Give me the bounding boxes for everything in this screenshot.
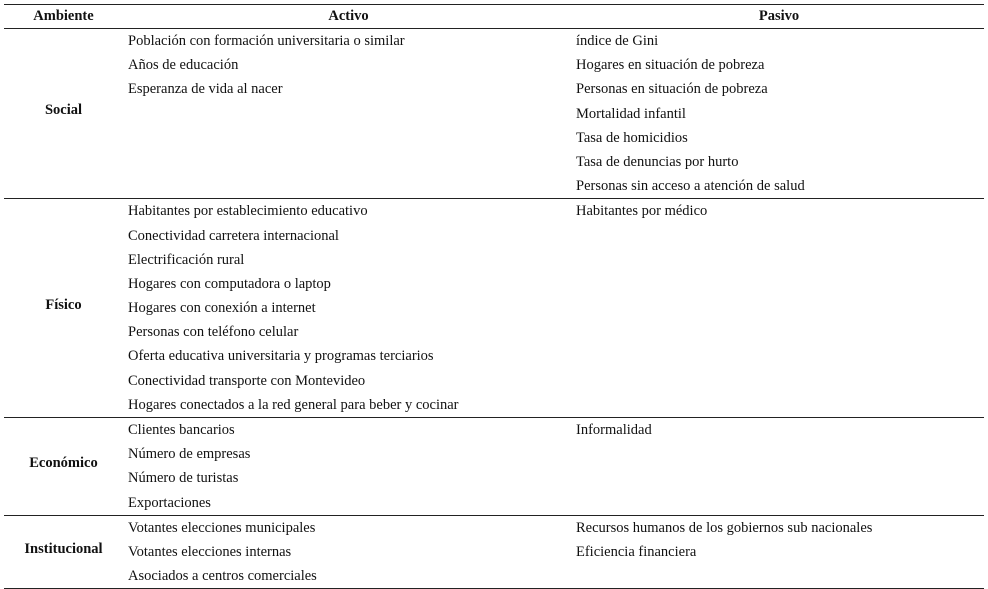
indicators-table (4, 4, 984, 589)
activo-item: Hogares con conexión a internet (128, 300, 316, 317)
activo-item: Años de educación (128, 57, 239, 74)
activo-cell (123, 418, 574, 516)
activo-item: Número de turistas (128, 470, 239, 487)
pasivo-item: Eficiencia financiera (576, 543, 697, 560)
activo-item: Exportaciones (128, 494, 211, 511)
activo-item: Hogares con computadora o laptop (128, 275, 331, 292)
pasivo-item: Informalidad (576, 422, 652, 438)
pasivo-item: Hogares en situación de pobreza (576, 57, 765, 74)
table-row (4, 199, 984, 418)
header-pasivo: Pasivo (574, 5, 984, 29)
ambiente-label: Físico (45, 296, 82, 313)
table-row (4, 418, 984, 516)
table-header (4, 5, 984, 29)
pasivo-cell (574, 418, 984, 516)
activo-item: Electrificación rural (128, 251, 245, 268)
header-activo: Activo (123, 5, 574, 29)
activo-item: Esperanza de vida al nacer (128, 81, 283, 98)
activo-item: Asociados a centros comerciales (128, 568, 317, 585)
ambiente-cell (4, 29, 123, 199)
activo-cell (123, 515, 574, 589)
pasivo-item: Habitantes por médico (576, 203, 708, 220)
ambiente-cell (4, 418, 123, 516)
pasivo-cell (574, 29, 984, 199)
pasivo-cell (574, 199, 984, 418)
ambiente-label: Social (44, 102, 83, 119)
activo-item: Habitantes por establecimiento educativo (128, 203, 368, 220)
pasivo-item: Tasa de denuncias por hurto (576, 153, 739, 170)
activo-item: Conectividad transporte con Montevideo (128, 372, 366, 389)
activo-item: Personas con teléfono celular (128, 324, 299, 341)
activo-item: Votantes elecciones internas (128, 543, 292, 560)
pasivo-item: Mortalidad infantil (576, 105, 686, 122)
group-fisico (4, 199, 984, 418)
header-row (4, 5, 984, 29)
pasivo-item: índice de Gini (576, 33, 659, 49)
group-institucional (4, 515, 984, 589)
ambiente-cell (4, 515, 123, 589)
activo-item: Población con formación universitaria o similar (128, 33, 405, 49)
activo-item: Número de empresas (128, 446, 251, 463)
activo-item: Conectividad carretera internacional (128, 227, 339, 244)
activo-cell (123, 29, 574, 199)
header-ambiente: Ambiente (4, 5, 123, 29)
pasivo-item: Recursos humanos de los gobiernos sub nacionales (576, 519, 873, 536)
table-row (4, 29, 984, 199)
pasivo-item: Personas en situación de pobreza (576, 81, 768, 98)
activo-item: Votantes elecciones municipales (128, 519, 316, 536)
group-economico (4, 418, 984, 516)
pasivo-cell (574, 515, 984, 589)
ambiente-label: Económico (29, 454, 98, 471)
group-social (4, 29, 984, 199)
activo-cell (123, 199, 574, 418)
ambiente-label: Institucional (24, 540, 103, 557)
table-row (4, 515, 984, 589)
pasivo-item: Personas sin acceso a atención de salud (576, 178, 805, 195)
ambiente-cell (4, 199, 123, 418)
activo-item: Oferta educativa universitaria y programas terciarios (128, 348, 434, 365)
pasivo-item: Tasa de homicidios (576, 129, 688, 146)
activo-item: Clientes bancarios (128, 422, 235, 438)
activo-item: Hogares conectados a la red general para beber y cocinar (128, 396, 459, 413)
